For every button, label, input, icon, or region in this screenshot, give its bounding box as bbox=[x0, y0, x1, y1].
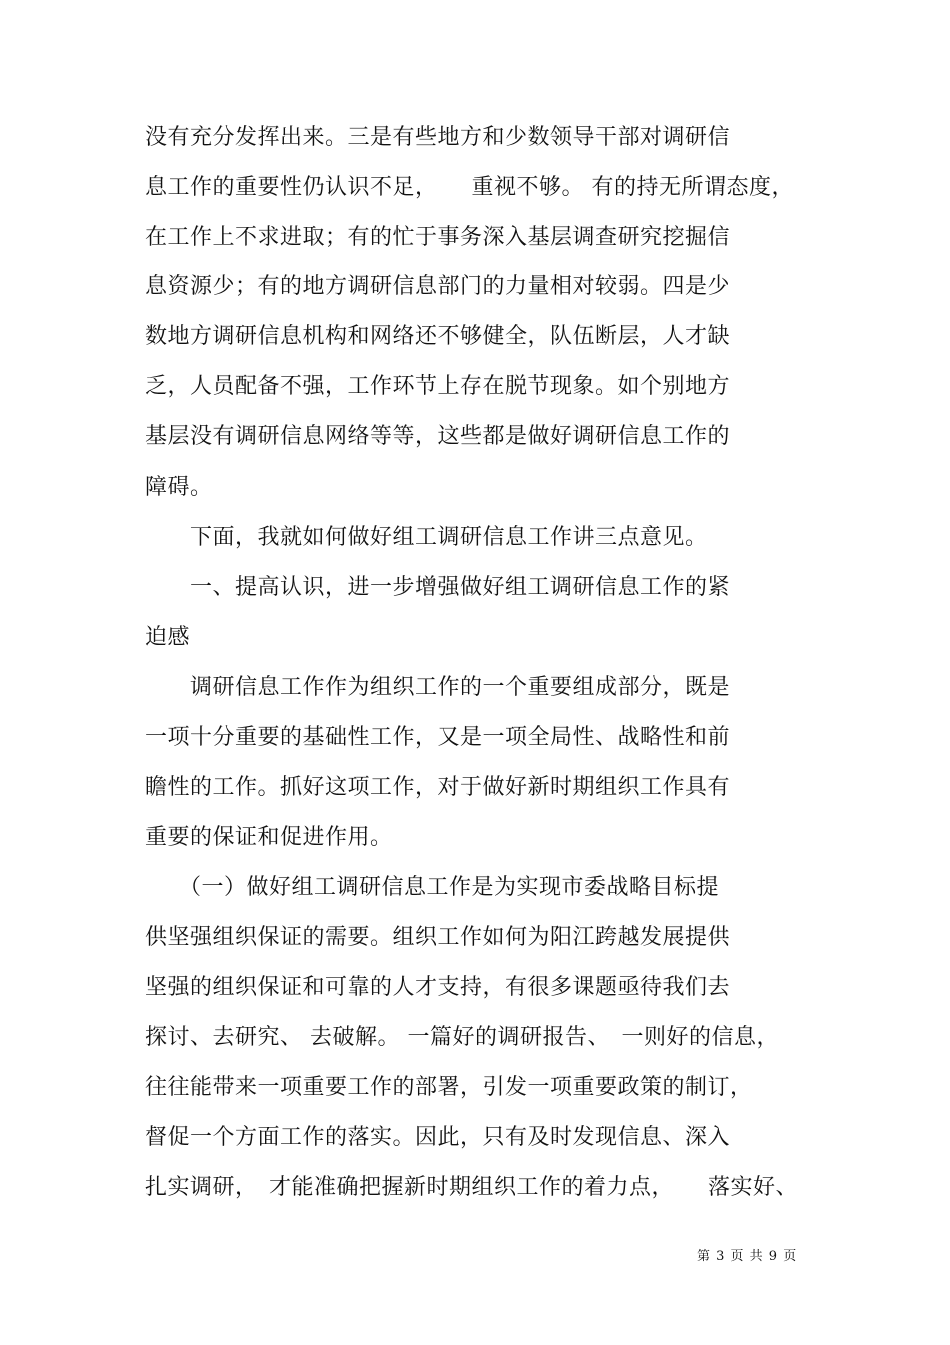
section-heading: 一、提高认识，进一步增强做好组工调研信息工作的紧 bbox=[145, 575, 731, 600]
body-line: 息资源少；有的地方调研信息部门的力量相对较弱。四是少 bbox=[145, 274, 731, 299]
body-line: 一项十分重要的基础性工作，又是一项全局性、战略性和前 bbox=[145, 725, 731, 750]
subsection-heading: （一）做好组工调研信息工作是为实现市委战略目标提 bbox=[145, 875, 720, 900]
body-line: 往往能带来一项重要工作的部署，引发一项重要政策的制订， bbox=[145, 1075, 753, 1100]
body-line: 在工作上不求进取；有的忙于事务深入基层调查研究挖掘信 bbox=[145, 225, 731, 250]
body-line: 调研信息工作作为组织工作的一个重要组成部分，既是 bbox=[145, 675, 731, 700]
body-line: 息工作的重要性仍认识不足， 重视不够。 有的持无所谓态度， bbox=[145, 175, 794, 200]
body-line: 坚强的组织保证和可靠的人才支持，有很多课题亟待我们去 bbox=[145, 975, 731, 1000]
body-line: 重要的保证和促进作用。 bbox=[145, 825, 393, 850]
body-line: 瞻性的工作。抓好这项工作，对于做好新时期组织工作具有 bbox=[145, 775, 731, 800]
body-line: 扎实调研， 才能准确把握新时期组织工作的着力点， 落实好、 bbox=[145, 1175, 799, 1200]
section-heading: 迫感 bbox=[145, 625, 191, 650]
body-line: 督促一个方面工作的落实。因此，只有及时发现信息、深入 bbox=[145, 1125, 731, 1150]
body-line: 供坚强组织保证的需要。组织工作如何为阳江跨越发展提供 bbox=[145, 925, 731, 950]
body-line: 探讨、去研究、 去破解。 一篇好的调研报告、 一则好的信息， bbox=[145, 1025, 779, 1050]
body-line: 乏，人员配备不强，工作环节上存在脱节现象。如个别地方 bbox=[145, 374, 731, 399]
body-line: 数地方调研信息机构和网络还不够健全，队伍断层，人才缺 bbox=[145, 324, 731, 349]
page-number: 第 3 页 共 9 页 bbox=[697, 1249, 798, 1264]
body-line: 没有充分发挥出来。三是有些地方和少数领导干部对调研信 bbox=[145, 125, 731, 150]
body-line: 基层没有调研信息网络等等，这些都是做好调研信息工作的 bbox=[145, 424, 731, 449]
body-line: 障碍。 bbox=[145, 475, 213, 500]
body-line: 下面，我就如何做好组工调研信息工作讲三点意见。 bbox=[145, 525, 708, 550]
